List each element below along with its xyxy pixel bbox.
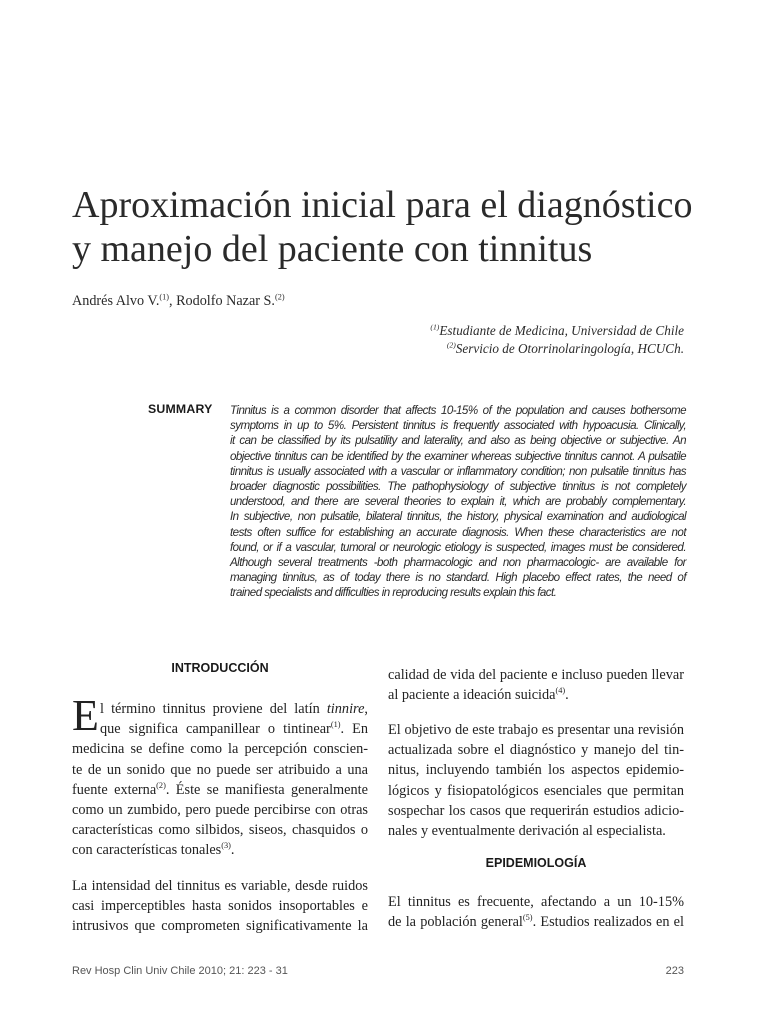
paragraph-line: nitus, incluyendo también los aspectos epidemio- [388, 762, 684, 779]
summary-label: SUMMARY [148, 402, 213, 416]
citation-ref: (4) [555, 686, 566, 696]
affiliation-1 [430, 322, 684, 340]
title-line-1: Aproximación inicial para el diagnóstico [72, 184, 693, 226]
paragraph-line: características como silbidos, siseos, chasquidos o [72, 822, 368, 839]
right-paragraph-2 [388, 720, 684, 841]
author-line [72, 293, 285, 310]
summary-line: In subjective, non pulsatile, bilateral tinnitus, the history, physical examination and audiological [230, 510, 686, 524]
paragraph-line: casi imperceptibles hasta sonidos insoportables e [72, 898, 368, 915]
paragraph-line: te de un sonido que no puede ser atribuido a una [72, 761, 368, 778]
summary-line: trained specialists and difficulties in reproducing results explain this fact. [230, 586, 557, 600]
affiliation-2 [430, 340, 684, 358]
paragraph-line: como un zumbido, pero puede percibirse con otras [72, 802, 368, 819]
journal-citation: Rev Hosp Clin Univ Chile 2010; 21: 223 - 31 [72, 965, 288, 977]
summary-line: symptoms in up to 5%. Persistent tinnitus is frequently associated with hypoacusia. Clinically, [230, 419, 686, 433]
intro-paragraph-2 [72, 876, 368, 937]
paragraph-line: que significa campanillear o tintinear$^{(1)}$. En [100, 720, 369, 738]
paragraph-line: nales y eventualmente derivación al especialista. [388, 823, 666, 840]
summary-line: Tinnitus is a common disorder that affects 10-15% of the population and causes bothersome [230, 404, 686, 417]
epidemiology-paragraph-1 [388, 892, 684, 932]
paragraph-line: calidad de vida del paciente e incluso pueden llevar [388, 667, 684, 683]
paragraph-line: fuente externa$^{(2)}$. Éste se manifiesta generalmente [72, 781, 368, 798]
article-title [72, 183, 712, 271]
summary-line: tests often suffice for establishing an accurate diagnosis. When these characteristics are not [230, 525, 686, 539]
section-heading-epidemiologia: EPIDEMIOLOGÍA [485, 856, 587, 870]
affiliation-1-text: Estudiante de Medicina, Universidad de Chile [439, 323, 684, 338]
citation-ref: (1) [330, 720, 341, 730]
paragraph-line: La intensidad del tinnitus es variable, desde ruidos [72, 878, 368, 894]
paragraph-line: sospechar los casos que requerirán estudios adicio- [388, 802, 684, 819]
author-1-ref: (1) [159, 292, 169, 302]
author-separator: , [168, 293, 177, 309]
drop-cap: E [72, 691, 99, 740]
title-line-2: y manejo del paciente con tinnitus [72, 228, 593, 270]
citation-ref: (2) [156, 781, 166, 791]
summary-line: objective tinnitus can be identified by the examiner whereas subjective tinnitus cannot. A pulsatile [230, 449, 686, 463]
page-number: 223 [665, 965, 684, 977]
paragraph-line: intrusivos que comprometen significativamente la [72, 918, 368, 935]
citation-ref: (3) [221, 841, 231, 851]
paragraph-line: lógicos y fisiopatológicos esenciales que permitan [388, 782, 684, 799]
paragraph-line: de la población general$^{(5)}$. Estudios realizados en el [388, 913, 684, 931]
citation-ref: (5) [522, 913, 533, 923]
summary-line: tinnitus is usually associated with a vascular or inflammatory condition; non pulsatile tinnitus has [230, 464, 686, 478]
section-heading-introduccion: INTRODUCCIÓN [171, 661, 269, 675]
right-paragraph-1 [388, 665, 684, 705]
intro-paragraph-1 [72, 699, 368, 861]
summary-line: understood, and there are several theories to explain it, which are probably complementary. [230, 495, 686, 509]
affiliations [430, 322, 684, 358]
affiliation-1-ref: (1) [430, 322, 440, 332]
paragraph-line: El objetivo de este trabajo es presentar una revisión [388, 722, 684, 738]
author-2: Rodolfo Nazar S. [176, 293, 275, 309]
summary-line: found, or if a vascular, tumoral or neurologic etiology is suspected, images must be considered. [230, 540, 686, 554]
paragraph-line: medicina se define como la percepción conscien- [72, 741, 368, 758]
author-1: Andrés Alvo V. [72, 293, 160, 309]
paragraph-line: El tinnitus es frecuente, afectando a un 10-15% [388, 894, 684, 910]
paragraph-line: actualizada sobre el diagnóstico y manejo del tin- [388, 742, 684, 759]
summary-line: it can be classified by its pulsatility and laterality, and also as being objective or subjective. An [230, 434, 686, 448]
affiliation-2-text: Servicio de Otorrinolaringología, HCUCh. [455, 341, 684, 356]
paragraph-line: al paciente a ideación suicida$^{(4)}$. [388, 686, 569, 704]
paragraph-line: l término tinnitus proviene del latín tinnire, [100, 701, 368, 717]
summary-line: managing tinnitus, as of today there is no standard. High placebo effect rates, the need of [230, 571, 686, 585]
summary-line: broader diagnostic possibilities. The pathophysiology of subjective tinnitus is not completely [230, 480, 686, 494]
author-2-ref: (2) [274, 292, 285, 302]
affiliation-2-ref: (2) [446, 340, 456, 350]
summary-text [230, 403, 686, 601]
summary-line: Although several treatments -both pharmacologic and non pharmacologic- are available for [230, 556, 686, 570]
paragraph-line: con características tonales$^{(3)}$. [72, 841, 235, 859]
